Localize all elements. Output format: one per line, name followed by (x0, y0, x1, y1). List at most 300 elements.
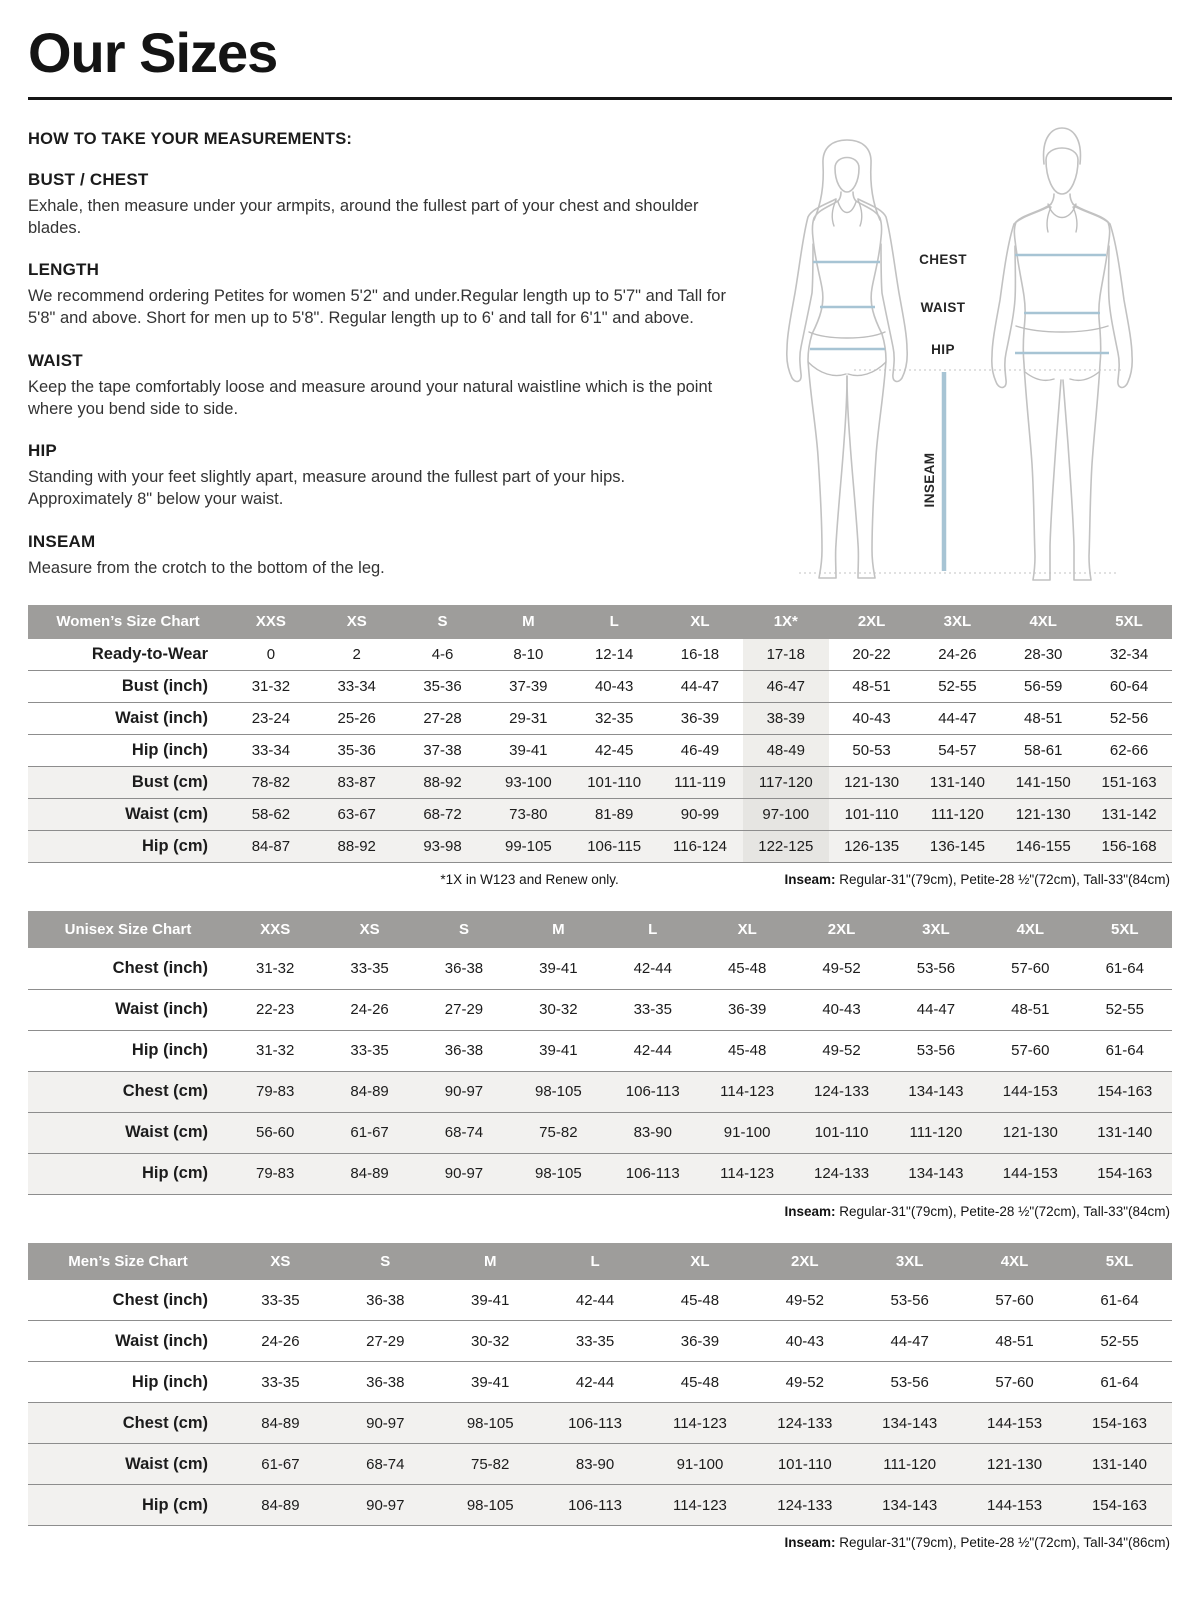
size-cell: 90-97 (444, 1165, 484, 1183)
instructions-heading: HOW TO TAKE YOUR MEASUREMENTS: (28, 129, 353, 148)
size-cell: 12-14 (594, 646, 634, 664)
size-cell: 36-39 (680, 1332, 720, 1350)
table-row (28, 671, 1172, 703)
row-label: Waist (cm) (125, 1123, 208, 1142)
size-cell: 68-74 (444, 1124, 484, 1142)
size-cell: 56-60 (256, 1124, 295, 1142)
size-cell: 106-113 (568, 1496, 623, 1514)
measurement-section-bust-chest (28, 170, 730, 240)
column-header: M (485, 605, 571, 639)
table-footnote: *1X in W123 and Renew only. (440, 872, 619, 888)
size-cell: 79-83 (256, 1083, 295, 1101)
size-cell: 124-133 (777, 1496, 833, 1514)
column-header: XS (314, 605, 400, 639)
size-cell: 61-67 (261, 1455, 300, 1473)
size-cell: 36-39 (727, 1001, 767, 1019)
row-label: Chest (inch) (112, 959, 208, 978)
size-cell: 44-47 (938, 710, 977, 728)
size-cell: 33-35 (261, 1373, 300, 1391)
size-cell: 36-38 (444, 1042, 484, 1060)
size-cell: 101-110 (844, 806, 899, 824)
table-row (28, 1153, 1172, 1194)
size-cell: 134-143 (882, 1496, 938, 1514)
column-header: 5XL (1086, 605, 1172, 639)
size-cell: 154-163 (1091, 1496, 1148, 1514)
size-cell: 49-52 (822, 960, 861, 978)
column-header: S (333, 1243, 438, 1280)
size-cell: 40-43 (785, 1332, 824, 1350)
column-header: S (400, 605, 486, 639)
size-cell: 45-48 (680, 1291, 720, 1309)
column-header: M (438, 1243, 543, 1280)
size-cell: 25-26 (337, 710, 376, 728)
size-cell: 121-130 (987, 1455, 1043, 1473)
size-cell: 49-52 (822, 1042, 861, 1060)
column-header: 4XL (962, 1243, 1067, 1280)
unisex-notes (30, 1204, 1170, 1219)
size-cell: 4-6 (431, 646, 454, 664)
size-cell: 98-105 (535, 1165, 582, 1183)
section-body: Keep the tape comfortably loose and measure around your natural waistline which is the point where you bend side to side. (28, 377, 713, 418)
measurement-section-hip (28, 441, 730, 511)
body-measurement-illustration (742, 120, 1172, 595)
measurement-instructions-row (28, 120, 1172, 595)
size-cell: 84-89 (350, 1165, 389, 1183)
size-cell: 88-92 (337, 838, 376, 856)
size-cell: 17-18 (743, 639, 829, 671)
size-cell: 136-145 (929, 838, 985, 856)
row-label: Waist (inch) (115, 1000, 208, 1019)
size-cell: 33-35 (575, 1332, 615, 1350)
size-cell: 45-48 (727, 960, 767, 978)
column-header: M (511, 911, 605, 948)
size-cell: 61-64 (1105, 960, 1144, 978)
size-cell: 154-163 (1097, 1165, 1153, 1183)
size-cell: 134-143 (908, 1165, 964, 1183)
size-cell: 68-74 (366, 1455, 405, 1473)
size-cell: 8-10 (513, 646, 544, 664)
size-cell: 40-43 (594, 678, 634, 696)
inseam-note: Inseam: Regular-31"(79cm), Petite-28 ½"(72cm), Tall-33"(84cm) (784, 1203, 1170, 1219)
size-cell: 84-89 (261, 1496, 300, 1514)
size-cell: 91-100 (676, 1455, 724, 1473)
size-cell: 75-82 (471, 1455, 510, 1473)
size-cell: 36-39 (680, 710, 720, 728)
column-header: 4XL (1000, 605, 1086, 639)
inseam-label: INSEAM (922, 452, 937, 508)
row-label: Waist (inch) (115, 1331, 208, 1350)
size-cell: 93-100 (504, 774, 552, 792)
size-cell: 81-89 (594, 806, 634, 824)
table-row (28, 703, 1172, 735)
row-label: Waist (cm) (125, 805, 208, 824)
size-cell: 33-34 (337, 678, 376, 696)
size-cell: 29-31 (509, 710, 548, 728)
size-cell: 122-125 (743, 831, 829, 863)
section-body: Standing with your feet slightly apart, measure around the fullest part of your hips. Approximately 8" below your waist. (28, 468, 626, 509)
size-cell: 54-57 (938, 742, 977, 760)
column-header: 3XL (857, 1243, 962, 1280)
table-title: Men’s Size Chart (28, 1243, 228, 1280)
size-cell: 126-135 (844, 838, 900, 856)
size-cell: 32-34 (1109, 646, 1149, 664)
size-cell: 144-153 (1002, 1083, 1058, 1101)
size-cell: 83-90 (633, 1124, 672, 1142)
size-cell: 117-120 (743, 767, 829, 799)
size-cell: 32-35 (594, 710, 634, 728)
size-cell: 63-67 (337, 806, 376, 824)
size-cell: 131-142 (1101, 806, 1157, 824)
size-cell: 44-47 (890, 1332, 929, 1350)
size-cell: 31-32 (251, 678, 291, 696)
size-cell: 61-64 (1100, 1291, 1139, 1309)
size-cell: 33-35 (350, 1042, 389, 1060)
size-cell: 101-110 (814, 1124, 869, 1142)
inseam-note-label: Inseam: (784, 1203, 836, 1219)
table-title: Unisex Size Chart (28, 911, 228, 948)
size-cell: 36-38 (444, 960, 484, 978)
column-header: 5XL (1078, 911, 1172, 948)
row-label: Waist (inch) (115, 709, 208, 728)
size-cell: 33-35 (261, 1291, 300, 1309)
size-cell: 75-82 (539, 1124, 578, 1142)
column-header: L (571, 605, 657, 639)
section-title: BUST / CHEST (28, 169, 149, 189)
size-cell: 57-60 (1011, 960, 1050, 978)
size-cell: 50-53 (852, 742, 891, 760)
size-cell: 90-99 (680, 806, 720, 824)
size-cell: 40-43 (822, 1001, 861, 1019)
size-cell: 61-67 (350, 1124, 389, 1142)
size-cell: 49-52 (785, 1373, 824, 1391)
size-cell: 39-41 (539, 1042, 578, 1060)
section-title: HIP (28, 441, 57, 461)
size-cell: 39-41 (471, 1291, 510, 1309)
size-cell: 27-29 (366, 1332, 405, 1350)
mens-size-table (28, 1243, 1172, 1527)
size-cell: 31-32 (256, 1042, 295, 1060)
table-row (28, 735, 1172, 767)
table-row (28, 1030, 1172, 1071)
column-header: 5XL (1067, 1243, 1172, 1280)
size-cell: 52-56 (1109, 710, 1149, 728)
measurement-section-inseam (28, 532, 730, 580)
size-cell: 144-153 (1002, 1165, 1058, 1183)
column-header: 2XL (794, 911, 888, 948)
table-row (28, 639, 1172, 671)
size-cell: 93-98 (423, 838, 462, 856)
size-cell: 33-35 (633, 1001, 672, 1019)
womens-size-table (28, 605, 1172, 864)
column-header: XXS (228, 911, 322, 948)
size-cell: 49-52 (785, 1291, 824, 1309)
size-cell: 2 (352, 646, 361, 664)
column-header: 4XL (983, 911, 1077, 948)
section-title: WAIST (28, 350, 83, 370)
size-cell: 61-64 (1100, 1373, 1139, 1391)
size-cell: 57-60 (995, 1373, 1034, 1391)
waist-label: WAIST (920, 299, 966, 315)
size-cell: 38-39 (743, 703, 829, 735)
row-label: Bust (cm) (131, 773, 208, 792)
table-row (28, 1321, 1172, 1362)
size-cell: 88-92 (423, 774, 462, 792)
size-cell: 114-123 (720, 1083, 775, 1101)
female-figure-outline (787, 140, 907, 578)
size-cell: 111-120 (883, 1455, 937, 1473)
size-cell: 131-140 (929, 774, 985, 792)
size-cell: 84-89 (350, 1083, 389, 1101)
size-cell: 45-48 (727, 1042, 767, 1060)
size-cell: 24-26 (350, 1001, 389, 1019)
size-cell: 53-56 (890, 1291, 929, 1309)
table-row (28, 799, 1172, 831)
section-body: Exhale, then measure under your armpits, around the fullest part of your chest and shoulder blades. (28, 196, 699, 237)
womens-notes (30, 872, 1170, 887)
size-cell: 97-100 (743, 799, 829, 831)
womens-header-row (28, 605, 1172, 639)
size-cell: 154-163 (1091, 1414, 1148, 1432)
size-cell: 48-49 (743, 735, 829, 767)
size-cell: 20-22 (852, 646, 891, 664)
size-cell: 46-49 (680, 742, 720, 760)
size-cell: 30-32 (539, 1001, 578, 1019)
mens-notes (30, 1535, 1170, 1550)
size-cell: 39-41 (471, 1373, 510, 1391)
row-label: Hip (cm) (142, 1164, 208, 1183)
size-cell: 90-97 (444, 1083, 484, 1101)
size-cell: 53-56 (916, 960, 956, 978)
section-body: Measure from the crotch to the bottom of the leg. (28, 558, 385, 577)
column-header: XXS (228, 605, 314, 639)
size-cell: 31-32 (256, 960, 295, 978)
size-cell: 52-55 (1105, 1001, 1144, 1019)
size-cell: 37-39 (509, 678, 548, 696)
size-cell: 83-90 (575, 1455, 615, 1473)
column-header: XS (322, 911, 416, 948)
inseam-note: Inseam: Regular-31"(79cm), Petite-28 ½"(72cm), Tall-33"(84cm) (784, 872, 1170, 888)
size-cell: 16-18 (680, 646, 720, 664)
size-cell: 134-143 (882, 1414, 938, 1432)
size-cell: 124-133 (777, 1414, 833, 1432)
size-cell: 91-100 (723, 1124, 771, 1142)
size-cell: 57-60 (1011, 1042, 1050, 1060)
column-header: XL (648, 1243, 753, 1280)
measurement-section-waist (28, 351, 730, 421)
size-cell: 39-41 (509, 742, 548, 760)
size-cell: 37-38 (423, 742, 462, 760)
size-cell: 121-130 (844, 774, 900, 792)
size-cell: 134-143 (908, 1083, 964, 1101)
tables-container (28, 605, 1172, 1551)
size-cell: 111-120 (909, 1124, 963, 1142)
size-cell: 0 (266, 646, 276, 664)
size-cell: 53-56 (890, 1373, 929, 1391)
size-cell: 46-47 (743, 671, 829, 703)
size-cell: 42-44 (633, 960, 672, 978)
column-header: 2XL (829, 605, 915, 639)
size-cell: 60-64 (1109, 678, 1149, 696)
size-cell: 61-64 (1105, 1042, 1144, 1060)
row-label: Hip (inch) (131, 1372, 208, 1391)
size-cell: 101-110 (587, 774, 642, 792)
chest-label: CHEST (919, 251, 967, 267)
table-row (28, 1444, 1172, 1485)
column-header: 3XL (915, 605, 1001, 639)
size-cell: 44-47 (680, 678, 720, 696)
size-cell: 144-153 (987, 1496, 1043, 1514)
size-cell: 90-97 (366, 1414, 405, 1432)
measurement-section-length (28, 260, 730, 330)
size-cell: 131-140 (1097, 1124, 1153, 1142)
inseam-note-label: Inseam: (784, 1535, 836, 1551)
size-cell: 39-41 (539, 960, 578, 978)
table-title: Women’s Size Chart (28, 605, 228, 639)
hip-label: HIP (931, 341, 955, 357)
mens-header-row (28, 1243, 1172, 1280)
size-cell: 114-123 (720, 1165, 775, 1183)
size-cell: 106-115 (587, 838, 642, 856)
size-cell: 73-80 (509, 806, 548, 824)
table-row (28, 948, 1172, 989)
size-cell: 22-23 (256, 1001, 295, 1019)
size-cell: 45-48 (680, 1373, 720, 1391)
size-cell: 30-32 (471, 1332, 510, 1350)
unisex-size-table (28, 911, 1172, 1195)
size-cell: 42-44 (575, 1373, 615, 1391)
size-cell: 84-87 (251, 838, 291, 856)
size-cell: 23-24 (251, 710, 291, 728)
column-header: S (417, 911, 511, 948)
size-cell: 121-130 (1002, 1124, 1058, 1142)
size-cell: 154-163 (1097, 1083, 1153, 1101)
size-cell: 144-153 (987, 1414, 1043, 1432)
row-label: Hip (inch) (131, 741, 208, 760)
size-cell: 35-36 (423, 678, 462, 696)
row-label: Hip (cm) (142, 1495, 208, 1514)
row-label: Bust (inch) (121, 677, 208, 696)
size-cell: 24-26 (261, 1332, 300, 1350)
size-cell: 111-120 (930, 806, 984, 824)
row-label: Waist (cm) (125, 1454, 208, 1473)
size-cell: 101-110 (777, 1455, 832, 1473)
table-row (28, 767, 1172, 799)
size-cell: 56-59 (1024, 678, 1063, 696)
section-title: INSEAM (28, 531, 96, 551)
size-cell: 116-124 (673, 838, 727, 856)
size-cell: 114-123 (672, 1414, 727, 1432)
title-divider (28, 97, 1172, 100)
size-cell: 53-56 (916, 1042, 956, 1060)
table-row (28, 1280, 1172, 1321)
size-cell: 33-35 (350, 960, 389, 978)
size-cell: 68-72 (423, 806, 462, 824)
size-cell: 79-83 (256, 1165, 295, 1183)
section-title: LENGTH (28, 260, 100, 280)
measurement-instructions (28, 120, 730, 595)
size-cell: 48-51 (852, 678, 891, 696)
row-label: Chest (cm) (122, 1413, 208, 1432)
size-cell: 57-60 (995, 1291, 1034, 1309)
size-cell: 78-82 (251, 774, 291, 792)
size-cell: 98-105 (466, 1496, 514, 1514)
column-header: XL (700, 911, 794, 948)
inseam-note-label: Inseam: (784, 872, 836, 888)
inseam-note: Inseam: Regular-31"(79cm), Petite-28 ½"(72cm), Tall-34"(86cm) (784, 1535, 1170, 1551)
row-label: Chest (cm) (122, 1082, 208, 1101)
size-cell: 42-45 (594, 742, 634, 760)
size-cell: 151-163 (1101, 774, 1157, 792)
table-row (28, 1112, 1172, 1153)
table-row (28, 1403, 1172, 1444)
size-cell: 27-28 (423, 710, 462, 728)
size-cell: 84-89 (261, 1414, 300, 1432)
size-cell: 58-62 (251, 806, 291, 824)
size-cell: 146-155 (1015, 838, 1071, 856)
size-cell: 124-133 (814, 1083, 870, 1101)
table-row (28, 831, 1172, 863)
size-cell: 24-26 (938, 646, 977, 664)
size-cell: 141-150 (1015, 774, 1071, 792)
size-cell: 131-140 (1091, 1455, 1148, 1473)
size-cell: 36-38 (366, 1373, 405, 1391)
table-row (28, 1485, 1172, 1526)
body-figures-diagram (742, 120, 1172, 595)
column-header: 2XL (752, 1243, 857, 1280)
size-cell: 52-55 (938, 678, 977, 696)
row-label: Hip (cm) (142, 837, 208, 856)
size-cell: 83-87 (337, 774, 376, 792)
column-header: 1X* (743, 605, 829, 639)
size-cell: 52-55 (1100, 1332, 1139, 1350)
row-label: Chest (inch) (112, 1290, 208, 1309)
size-cell: 62-66 (1109, 742, 1149, 760)
size-cell: 42-44 (633, 1042, 672, 1060)
column-header: XS (228, 1243, 333, 1280)
row-label: Hip (inch) (131, 1041, 208, 1060)
size-cell: 106-113 (568, 1414, 623, 1432)
size-cell: 121-130 (1015, 806, 1071, 824)
column-header: 3XL (889, 911, 983, 948)
size-cell: 111-119 (674, 774, 726, 792)
size-cell: 98-105 (535, 1083, 582, 1101)
page-title: Our Sizes (28, 21, 278, 84)
size-cell: 28-30 (1024, 646, 1063, 664)
column-header: L (543, 1243, 648, 1280)
size-cell: 90-97 (366, 1496, 405, 1514)
size-cell: 44-47 (916, 1001, 956, 1019)
row-label: Ready-to-Wear (91, 645, 208, 664)
size-cell: 106-113 (625, 1083, 680, 1101)
table-row (28, 1071, 1172, 1112)
size-cell: 48-51 (995, 1332, 1034, 1350)
size-cell: 114-123 (672, 1496, 727, 1514)
size-cell: 48-51 (1011, 1001, 1050, 1019)
column-header: XL (657, 605, 743, 639)
size-cell: 33-34 (251, 742, 291, 760)
size-cell: 27-29 (444, 1001, 484, 1019)
size-cell: 48-51 (1024, 710, 1063, 728)
column-header: L (606, 911, 700, 948)
size-cell: 36-38 (366, 1291, 405, 1309)
size-cell: 98-105 (466, 1414, 514, 1432)
unisex-header-row (28, 911, 1172, 948)
section-body: We recommend ordering Petites for women 5'2" and under.Regular length up to 5'7" and Tall for 5'8" and above. Short for men up to 5'8". Regular length up to 6' and tall for 6'1" and above. (28, 287, 726, 328)
size-cell: 42-44 (575, 1291, 615, 1309)
table-row (28, 1362, 1172, 1403)
size-cell: 58-61 (1024, 742, 1063, 760)
size-cell: 35-36 (337, 742, 376, 760)
